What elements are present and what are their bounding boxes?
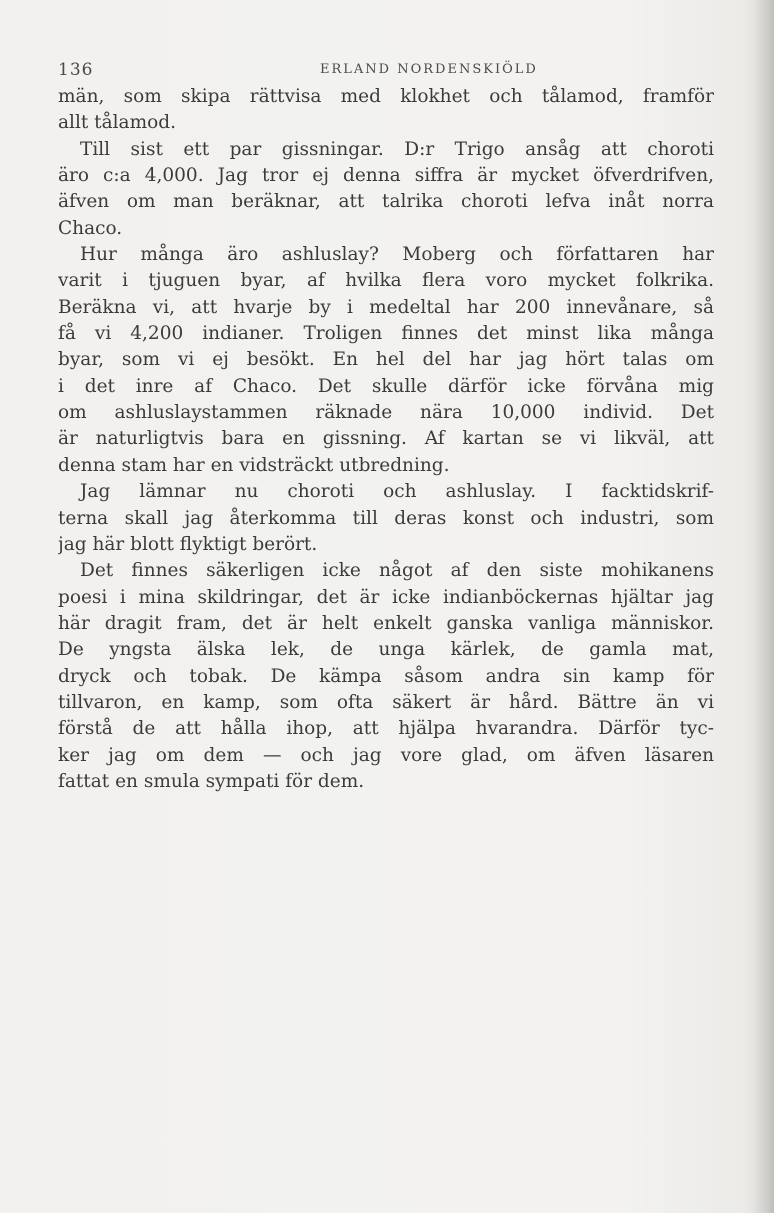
text-line: Det finnes säkerligen icke något af den siste mohikanens <box>80 560 714 582</box>
text-line: ker jag om dem — och jag vore glad, om äfven läsaren <box>58 744 714 766</box>
text-line: jag här blott flyktigt berört. <box>58 533 318 555</box>
text-line: män, som skipa rättvisa med klokhet och tålamod, framför <box>58 86 714 107</box>
page-number: 136 <box>58 60 94 80</box>
text-line: här dragit fram, det är helt enkelt ganska vanliga människor. <box>58 612 714 634</box>
text-line: tillvaron, en kamp, som ofta säkert är hård. Bättre än vi <box>58 691 714 713</box>
page-header <box>58 60 712 84</box>
text-line: i det inre af Chaco. Det skulle därför icke förvåna mig <box>58 375 714 397</box>
text-line: Beräkna vi, att hvarje by i medeltal har 200 innevånare, så <box>58 296 714 318</box>
text-line: poesi i mina skildringar, det är icke indianböckernas hjältar jag <box>58 586 714 608</box>
text-line: allt tålamod. <box>58 112 176 134</box>
text-line: äro c:a 4,000. Jag tror ej denna siffra är mycket öfverdrifven, <box>58 165 714 187</box>
text-line: äfven om man beräknar, att talrika choroti lefva inåt norra <box>58 191 714 213</box>
text-line: förstå de att hålla ihop, att hjälpa hvarandra. Därför tyc- <box>58 718 714 740</box>
text-line: om ashluslaystammen räknade nära 10,000 individ. Det <box>58 402 714 424</box>
text-line: Jag lämnar nu choroti och ashluslay. I facktidskrif- <box>80 481 714 503</box>
text-line: få vi 4,200 indianer. Troligen finnes det minst lika många <box>58 323 714 345</box>
text-line: dryck och tobak. De kämpa såsom andra sin kamp för <box>58 665 714 687</box>
text-line: byar, som vi ej besökt. En hel del har jag hört talas om <box>58 349 714 371</box>
text-line: Chaco. <box>58 217 123 239</box>
body-text <box>58 84 714 795</box>
page-edge-shadow <box>752 0 774 1213</box>
running-head: ERLAND NORDENSKIÖLD <box>320 62 538 77</box>
text-line: denna stam har en vidsträckt utbredning. <box>58 454 450 476</box>
text-line: varit i tjuguen byar, af hvilka flera voro mycket folkrika. <box>58 270 714 292</box>
text-line: De yngsta älska lek, de unga kärlek, de gamla mat, <box>58 639 714 661</box>
text-line: Hur många äro ashluslay? Moberg och författaren har <box>80 244 714 266</box>
text-line: är naturligtvis bara en gissning. Af kartan se vi likväl, att <box>58 428 714 450</box>
text-line: Till sist ett par gissningar. D:r Trigo ansåg att choroti <box>80 138 714 160</box>
text-line: terna skall jag återkomma till deras konst och industri, som <box>58 507 714 529</box>
text-line: fattat en smula sympati för dem. <box>58 770 365 792</box>
